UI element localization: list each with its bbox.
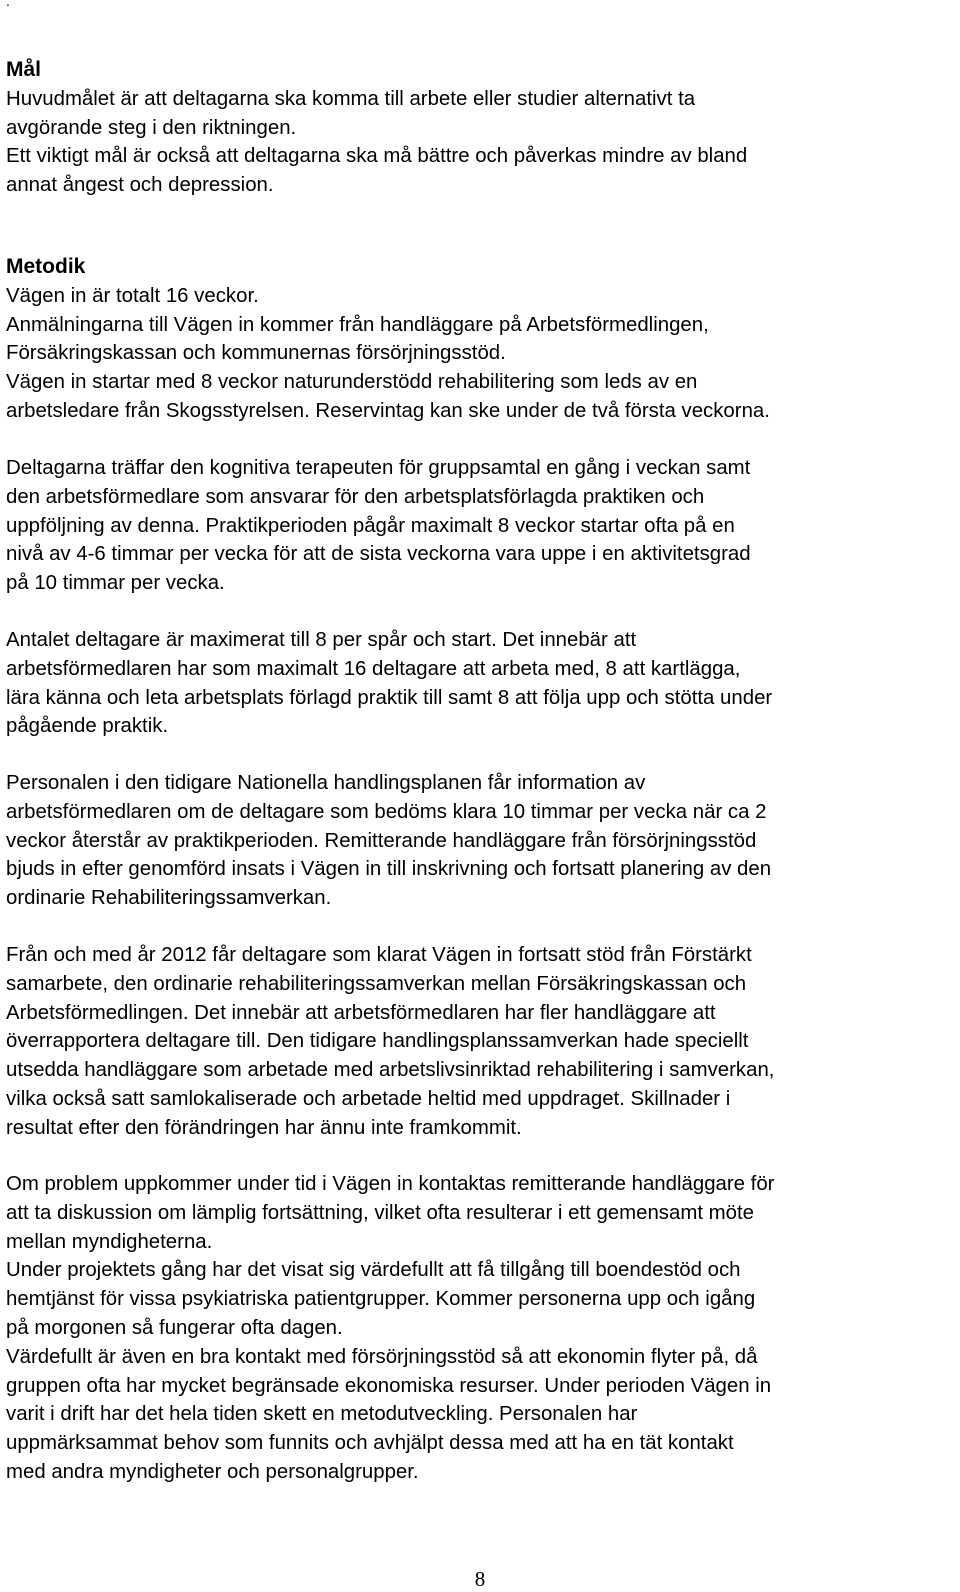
text-line: Värdefullt är även en bra kontakt med försörjningsstöd så att ekonomin flyter på, då — [6, 1345, 758, 1368]
text-line: med andra myndigheter och personalgrupper. — [6, 1460, 419, 1483]
text-line: den arbetsförmedlare som ansvarar för den arbetsplatsförlagda praktiken och — [6, 485, 705, 508]
text-line: lära känna och leta arbetsplats förlagd praktik till samt 8 att följa upp och stötta under — [6, 686, 773, 709]
page-number: 8 — [474, 1567, 486, 1591]
text-line: Försäkringskassan och kommunernas försörjningsstöd. — [6, 342, 506, 365]
text-line: överrapportera deltagare till. Den tidigare handlingsplanssamverkan hade speciellt — [6, 1030, 749, 1053]
text-line: Anmälningarna till Vägen in kommer från handläggare på Arbetsförmedlingen, — [6, 313, 709, 336]
text-line: varit i drift har det hela tiden skett en metodutveckling. Personalen har — [6, 1403, 638, 1426]
text-line: Under projektets gång har det visat sig värdefullt att få tillgång till boendestöd och — [6, 1259, 741, 1282]
text-line: Huvudmålet är att deltagarna ska komma till arbete eller studier alternativt ta — [6, 87, 696, 110]
section-heading-metodik: Metodik — [6, 255, 86, 278]
paragraph-3 — [6, 769, 950, 913]
paragraph-1 — [6, 454, 950, 598]
paragraph-2 — [6, 626, 950, 741]
text-line: arbetsförmedlaren om de deltagare som bedöms klara 10 timmar per vecka när ca 2 — [6, 800, 767, 823]
section-metodik — [6, 253, 950, 426]
text-line: att ta diskussion om lämplig fortsättning, vilket ofta resulterar i ett gemensamt möte — [6, 1201, 754, 1224]
text-line: uppföljning av denna. Praktikperioden pågår maximalt 8 veckor startar ofta på en — [6, 514, 735, 537]
text-line: hemtjänst för vissa psykiatriska patientgrupper. Kommer personerna upp och igång — [6, 1288, 756, 1311]
text-line: gruppen ofta har mycket begränsade ekonomiska resurser. Under perioden Vägen in — [6, 1374, 772, 1397]
text-line: ordinarie Rehabiliteringssamverkan. — [6, 887, 332, 910]
text-line: utsedda handläggare som arbetade med arbetslivsinriktad rehabilitering i samverkan, — [6, 1059, 775, 1082]
text-line: arbetsförmedlaren har som maximalt 16 deltagare att arbeta med, 8 att kartlägga, — [6, 657, 741, 680]
text-line: resultat efter den förändringen har ännu inte framkommit. — [6, 1116, 522, 1139]
text-line: på 10 timmar per vecka. — [6, 572, 225, 595]
text-line: Personalen i den tidigare Nationella handlingsplanen får information av — [6, 772, 646, 794]
text-line: arbetsledare från Skogsstyrelsen. Reservintag kan ske under de två första veckorna. — [6, 399, 770, 422]
text-line: annat ångest och depression. — [6, 174, 274, 197]
text-line: Om problem uppkommer under tid i Vägen in kontaktas remitterande handläggare för — [6, 1173, 775, 1195]
paragraph-5 — [6, 1170, 950, 1487]
text-line: Vägen in är totalt 16 veckor. — [6, 284, 259, 307]
text-line: bjuds in efter genomförd insats i Vägen in till inskrivning och fortsatt planering av den — [6, 858, 772, 881]
text-line: samarbete, den ordinarie rehabiliteringssamverkan mellan Försäkringskassan och — [6, 972, 747, 995]
text-line: nivå av 4-6 timmar per vecka för att de sista veckorna vara uppe i en aktivitetsgrad — [6, 543, 751, 566]
text-line: avgörande steg i den riktningen. — [6, 116, 297, 139]
text-line: Från och med år 2012 får deltagare som klarat Vägen in fortsatt stöd från Förstärkt — [6, 944, 752, 966]
section-mal — [6, 56, 950, 200]
text-line: Arbetsförmedlingen. Det innebär att arbetsförmedlaren har fler handläggare att — [6, 1001, 716, 1024]
paragraph-4 — [6, 941, 950, 1143]
text-line: veckor återstår av praktikperioden. Remitterande handläggare från försörjningsstöd — [6, 829, 757, 852]
text-line: Deltagarna träffar den kognitiva terapeuten för gruppsamtal en gång i veckan samt — [6, 457, 751, 479]
text-line: på morgonen så fungerar ofta dagen. — [6, 1316, 343, 1339]
text-line: uppmärksammat behov som funnits och avhjälpt dessa med att ha en tät kontakt — [6, 1432, 734, 1455]
text-line: mellan myndigheterna. — [6, 1230, 213, 1253]
text-line: Vägen in startar med 8 veckor naturunderstödd rehabilitering som leds av en — [6, 371, 698, 394]
text-line: vilka också satt samlokaliserade och arbetade heltid med uppdraget. Skillnader i — [6, 1087, 731, 1110]
section-heading-mal: Mål — [6, 58, 42, 81]
top-mark: . — [6, 0, 10, 9]
text-line: Antalet deltagare är maximerat till 8 per spår och start. Det innebär att — [6, 629, 637, 651]
text-line: Ett viktigt mål är också att deltagarna ska må bättre och påverkas mindre av bland — [6, 145, 748, 168]
text-line: pågående praktik. — [6, 715, 169, 738]
